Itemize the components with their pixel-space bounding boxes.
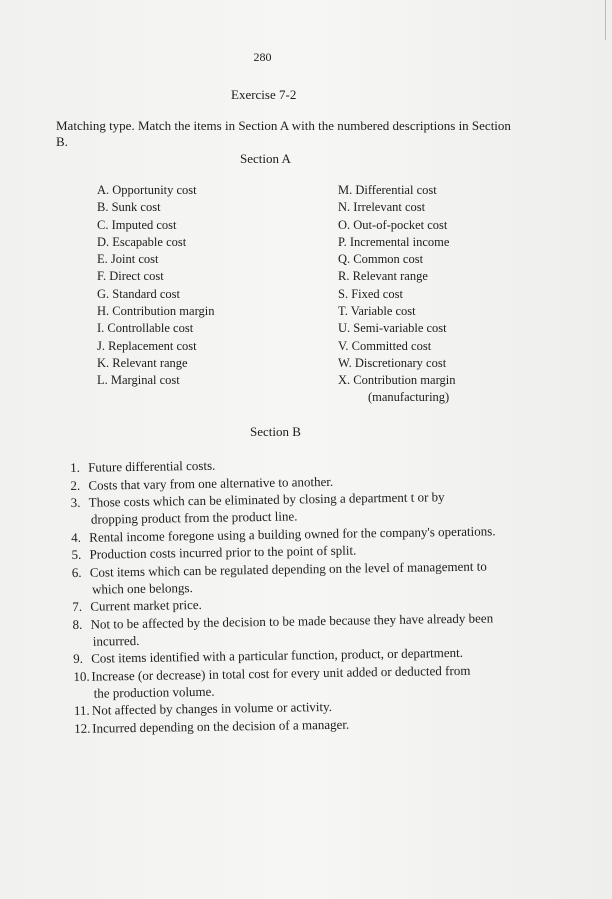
item-text: Future differential costs. [88, 457, 216, 475]
item-text: Current market price. [90, 596, 202, 614]
item-text: Rental income foregone using a building owned for the company's operations. [89, 522, 496, 545]
section-a-item: M. Differential cost [338, 183, 437, 197]
section-a-item: K. Relevant range [97, 355, 188, 370]
section-a-left-column [97, 182, 214, 390]
section-a-item: P. Incremental income [338, 234, 450, 249]
item-number: 8. [72, 616, 83, 632]
section-a-item: R. Relevant range [338, 269, 428, 284]
item-text: Increase (or decrease) in total cost for every unit added or deducted from the production volume. [91, 660, 553, 701]
item-text-continuation: which one belongs. [91, 579, 193, 597]
item-text: Cost items identified with a particular function, product, or department. [91, 644, 464, 666]
section-a-item: A. Opportunity cost [97, 183, 197, 197]
item-text-continuation: dropping product from the product line. [90, 508, 298, 527]
section-a-item: W. Discretionary cost [338, 355, 447, 370]
item-text-continuation: the production volume. [93, 683, 215, 701]
section-a-item: C. Imputed cost [97, 217, 177, 232]
page-number: 280 [253, 50, 272, 64]
item-text: Costs that vary from one alternative to another. [88, 473, 334, 493]
section-a-item: E. Joint cost [97, 252, 159, 267]
item-number: 9. [73, 650, 84, 666]
section-a-item: Q. Common cost [338, 252, 424, 267]
section-a-item: B. Sunk cost [97, 200, 161, 215]
section-a-item: I. Controllable cost [97, 321, 194, 336]
item-number: 5. [71, 546, 82, 562]
section-a-item: J. Replacement cost [97, 338, 197, 353]
section-a-item: L. Marginal cost [97, 373, 180, 388]
item-number: 12. [74, 720, 91, 736]
item-number: 11. [73, 702, 90, 718]
item-number: 4. [71, 529, 82, 545]
item-number: 1. [70, 459, 81, 475]
item-text: Those costs which can be eliminated by closing a department t or by dropping product from the product line. [89, 486, 551, 527]
section-a-item: G. Standard cost [97, 286, 180, 301]
section-a-item: D. Escapable cost [97, 234, 187, 249]
section-b-heading: Section B [250, 424, 301, 439]
item-text-continuation: incurred. [92, 632, 140, 649]
section-a-item: H. Contribution margin [97, 304, 215, 319]
item-number: 7. [72, 598, 83, 614]
section-a-item: U. Semi-variable cost [338, 321, 447, 336]
section-a-item: S. Fixed cost [338, 286, 403, 301]
item-number: 2. [70, 477, 81, 493]
section-a-right-column [338, 182, 456, 405]
item-text: Not affected by changes in volume or activity. [91, 698, 333, 718]
section-b-list [70, 451, 554, 737]
section-a-item: O. Out-of-pocket cost [338, 217, 448, 232]
section-a-item: X. Contribution margin (manufacturing) [338, 373, 456, 405]
item-number: 10. [73, 668, 90, 684]
item-number: 3. [70, 494, 81, 510]
section-a-item: T. Variable cost [338, 304, 416, 319]
item-text: Production costs incurred prior to the point of split. [89, 542, 357, 562]
item-text: Not to be affected by the decision to be made because they have already been incurred. [90, 608, 552, 649]
item-number: 6. [71, 564, 82, 580]
section-a-item: N. Irrelevant cost [338, 200, 426, 215]
section-a-heading: Section A [240, 151, 291, 166]
exercise-title: Exercise 7-2 [231, 87, 297, 102]
section-a-item-continuation: (manufacturing) [368, 390, 450, 405]
instructions: Matching type. Match the items in Section A with the numbered descriptions in Section B. [56, 118, 511, 149]
section-a-item: V. Committed cost [338, 338, 432, 353]
section-a-item: F. Direct cost [97, 269, 164, 284]
item-text: Incurred depending on the decision of a manager. [92, 716, 350, 736]
item-text: Cost items which can be regulated depending on the level of management to which one belongs. [90, 556, 552, 597]
